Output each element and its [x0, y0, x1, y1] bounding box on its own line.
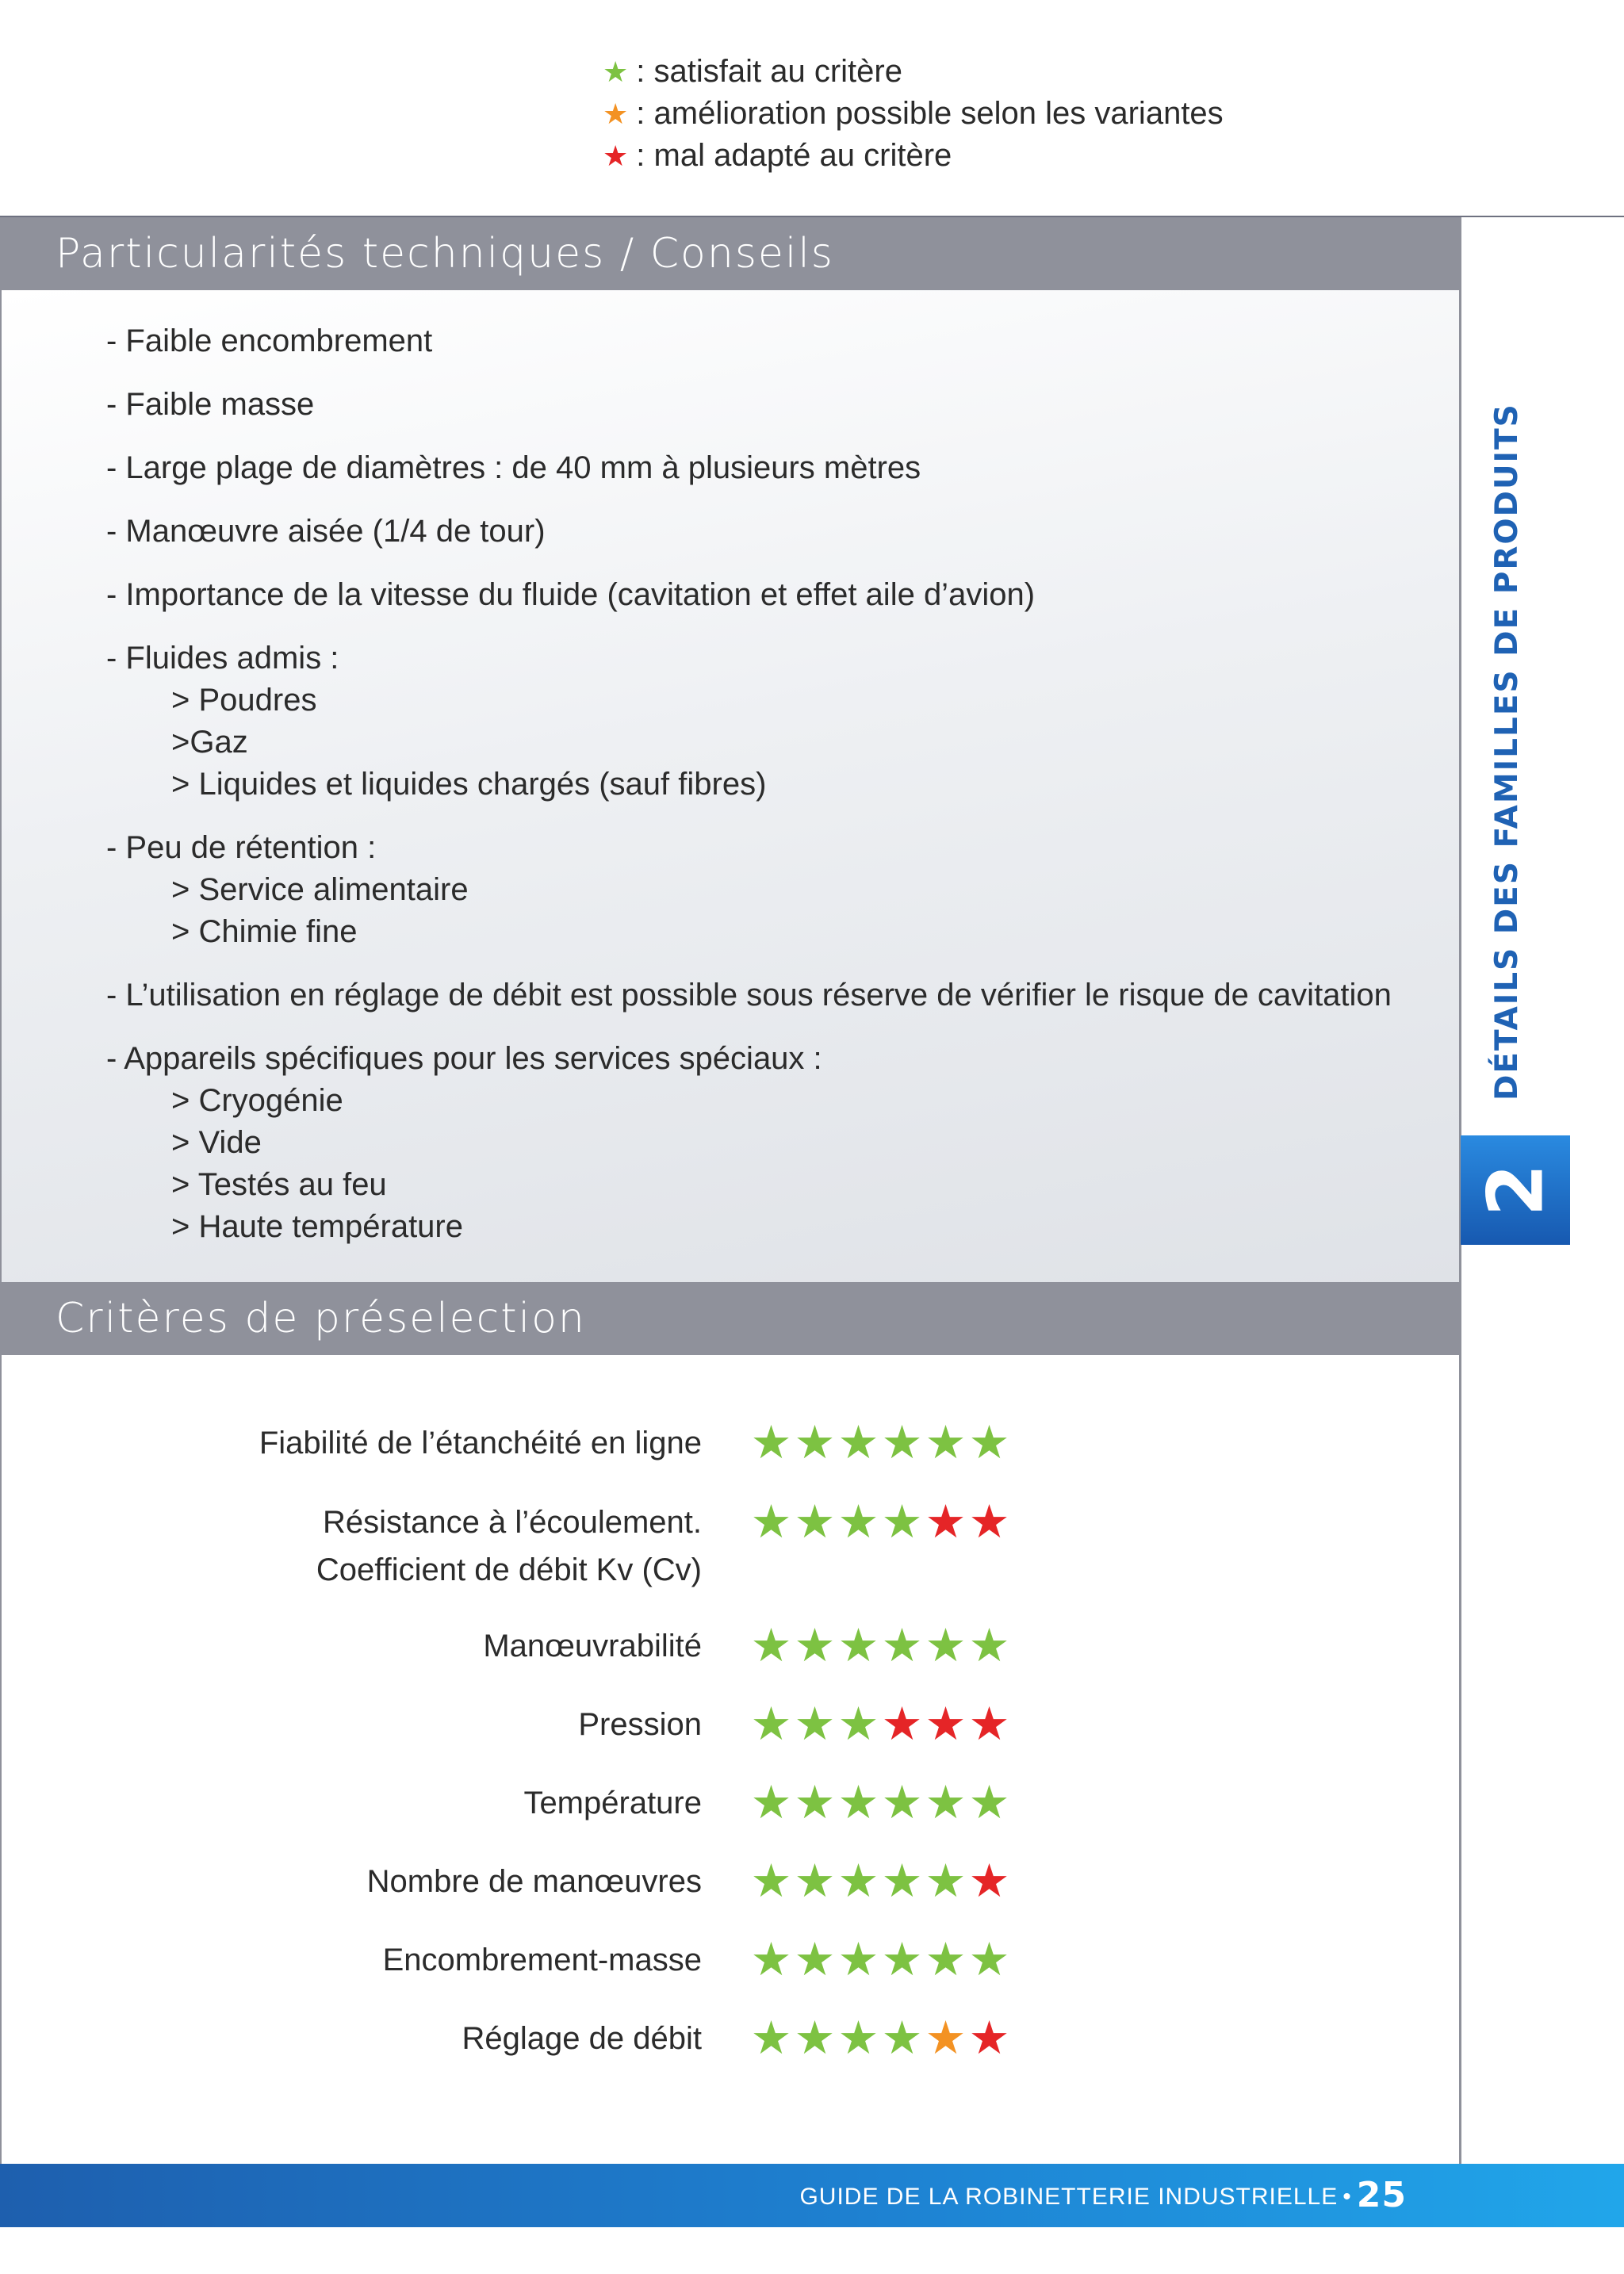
green-star-icon: ★ [750, 1934, 791, 1985]
tech-item-text: - Fluides admis : [106, 641, 339, 676]
tech-sub-item: > Chimie fine [171, 914, 358, 949]
star-legend [603, 51, 1224, 177]
side-tab-title: DÉTAILS DES FAMILLES DE PRODUITS [1489, 403, 1525, 1101]
green-star-icon: ★ [837, 2012, 878, 2064]
criteria-label [578, 1701, 702, 1748]
red-star-icon: ★ [968, 1855, 1009, 1907]
rating-stars [749, 1936, 1010, 1984]
criteria-label [383, 1936, 702, 1984]
tech-sub-item: > Cryogénie [171, 1083, 343, 1118]
green-star-icon: ★ [837, 1417, 878, 1468]
criteria-label [523, 1779, 702, 1827]
tech-item-text: - Importance de la vitesse du fluide (cavitation et effet aile d’avion) [106, 577, 1036, 612]
red-star-icon: ★ [925, 1698, 965, 1750]
tech-item-text: - Faible masse [106, 387, 315, 422]
red-star-icon: ★ [881, 1698, 921, 1750]
green-star-icon: ★ [881, 1417, 921, 1468]
criteria-label-line: Nombre de manœuvres [366, 1864, 702, 1899]
footer-separator: • [1342, 2184, 1352, 2210]
green-star-icon: ★ [794, 1934, 834, 1985]
tech-list-item [106, 574, 1392, 616]
criteria-label [259, 1419, 702, 1467]
rating-stars [749, 1779, 1010, 1827]
green-star-icon: ★ [925, 1417, 965, 1468]
criteria-row [0, 1496, 1459, 1587]
page-number: 25 [1356, 2175, 1407, 2215]
green-star-icon: ★ [837, 1777, 878, 1828]
tech-list-item [106, 511, 1392, 553]
green-star-icon: ★ [968, 1777, 1009, 1828]
rating-stars [749, 1419, 1010, 1467]
chapter-number: 2 [1470, 1163, 1560, 1217]
tech-sub-item: > Testés au feu [171, 1167, 387, 1202]
criteria-label [316, 1499, 702, 1594]
criteria-label [462, 2015, 702, 2062]
green-star-icon: ★ [925, 1620, 965, 1671]
green-star-icon: ★ [837, 1934, 878, 1985]
green-star-icon: ★ [925, 1855, 965, 1907]
criteria-row [0, 1622, 1459, 1670]
green-star-icon: ★ [881, 1496, 921, 1548]
red-star-icon: ★ [603, 140, 629, 172]
tech-item-text: - L’utilisation en réglage de débit est possible sous réserve de vérifier le risque de cavitation [106, 978, 1392, 1013]
orange-star-icon: ★ [603, 98, 629, 130]
green-star-icon: ★ [881, 1934, 921, 1985]
tech-list-item [106, 827, 1392, 953]
criteria-row [0, 1855, 1459, 1907]
criteria-row [0, 1779, 1459, 1827]
rating-stars [749, 1855, 1010, 1907]
rating-stars [749, 1496, 1010, 1548]
criteria-label-line: Température [523, 1786, 702, 1820]
green-star-icon: ★ [837, 1620, 878, 1671]
orange-star-icon: ★ [925, 2012, 965, 2064]
chapter-number-badge [1461, 1135, 1570, 1245]
legend-text: : mal adapté au critère [636, 138, 952, 173]
criteria-label-line: Résistance à l’écoulement. [322, 1505, 702, 1540]
green-star-icon: ★ [794, 2012, 834, 2064]
tech-sub-item: > Liquides et liquides chargés (sauf fibres) [171, 767, 767, 802]
criteria-label-line: Pression [578, 1707, 702, 1742]
tech-item-text: - Appareils spécifiques pour les services spéciaux : [106, 1041, 822, 1076]
green-star-icon: ★ [968, 1934, 1009, 1985]
technical-list [106, 320, 1392, 1269]
tech-sub-item: > Service alimentaire [171, 872, 469, 907]
tech-list-item [106, 974, 1392, 1016]
section-header-criteria: Critères de préselection [0, 1282, 1461, 1355]
criteria-label-line: Encombrement-masse [382, 1943, 702, 1977]
green-star-icon: ★ [968, 1620, 1009, 1671]
green-star-icon: ★ [794, 1698, 834, 1750]
green-star-icon: ★ [837, 1496, 878, 1548]
criteria-label-line: Coefficient de débit Kv (Cv) [316, 1552, 702, 1587]
criteria-label-line: Manœuvrabilité [483, 1629, 702, 1663]
legend-row-satisfied [603, 51, 1224, 93]
legend-row-improvable [603, 93, 1224, 135]
green-star-icon: ★ [750, 1777, 791, 1828]
tech-list-item [106, 320, 1392, 362]
legend-text: : satisfait au critère [636, 54, 902, 89]
green-star-icon: ★ [750, 1417, 791, 1468]
green-star-icon: ★ [750, 1496, 791, 1548]
criteria-row [0, 1698, 1459, 1750]
red-star-icon: ★ [968, 1496, 1009, 1548]
green-star-icon: ★ [925, 1934, 965, 1985]
red-star-icon: ★ [968, 2012, 1009, 2064]
tech-sub-item: >Gaz [171, 725, 248, 760]
tech-sub-item: > Vide [171, 1125, 262, 1160]
green-star-icon: ★ [837, 1698, 878, 1750]
green-star-icon: ★ [794, 1620, 834, 1671]
green-star-icon: ★ [750, 2012, 791, 2064]
green-star-icon: ★ [603, 56, 629, 88]
criteria-label [367, 1858, 702, 1905]
criteria-row [0, 2012, 1459, 2064]
green-star-icon: ★ [794, 1855, 834, 1907]
tech-sub-item: > Haute température [171, 1209, 463, 1244]
green-star-icon: ★ [794, 1496, 834, 1548]
footer-title: GUIDE DE LA ROBINETTERIE INDUSTRIELLE [799, 2184, 1339, 2210]
green-star-icon: ★ [925, 1777, 965, 1828]
tech-item-text: - Peu de rétention : [106, 830, 377, 865]
green-star-icon: ★ [750, 1855, 791, 1907]
red-star-icon: ★ [968, 1698, 1009, 1750]
rating-stars [749, 1622, 1010, 1670]
green-star-icon: ★ [794, 1777, 834, 1828]
green-star-icon: ★ [968, 1417, 1009, 1468]
red-star-icon: ★ [925, 1496, 965, 1548]
tech-list-item [106, 637, 1392, 806]
footer [799, 2176, 1407, 2217]
green-star-icon: ★ [750, 1698, 791, 1750]
tech-sub-item: > Poudres [171, 683, 317, 718]
criteria-row [0, 1419, 1459, 1467]
criteria-label [483, 1622, 702, 1670]
tech-item-text: - Faible encombrement [106, 323, 433, 358]
criteria-row [0, 1936, 1459, 1984]
criteria-label-line: Réglage de débit [462, 2021, 702, 2056]
tech-list-item [106, 1038, 1392, 1248]
legend-row-unsuitable [603, 135, 1224, 177]
green-star-icon: ★ [837, 1855, 878, 1907]
tech-item-text: - Large plage de diamètres : de 40 mm à plusieurs mètres [106, 450, 921, 485]
criteria-label-line: Fiabilité de l’étanchéité en ligne [259, 1426, 702, 1460]
green-star-icon: ★ [881, 1855, 921, 1907]
tech-list-item [106, 384, 1392, 426]
section-header-technical: Particularités techniques / Conseils [0, 217, 1461, 290]
green-star-icon: ★ [881, 2012, 921, 2064]
legend-text: : amélioration possible selon les variantes [636, 96, 1224, 131]
green-star-icon: ★ [881, 1620, 921, 1671]
green-star-icon: ★ [750, 1620, 791, 1671]
tech-item-text: - Manœuvre aisée (1/4 de tour) [106, 514, 546, 549]
tech-list-item [106, 447, 1392, 489]
rating-stars [749, 1698, 1010, 1750]
green-star-icon: ★ [794, 1417, 834, 1468]
rating-stars [749, 2012, 1010, 2064]
green-star-icon: ★ [881, 1777, 921, 1828]
